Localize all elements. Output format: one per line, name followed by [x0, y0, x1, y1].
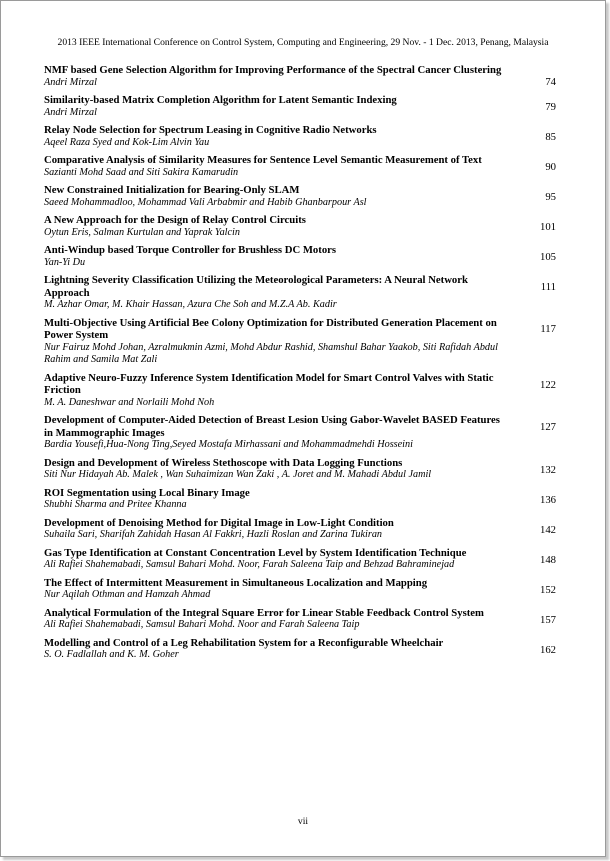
- paper-authors: Sazianti Mohd Saad and Siti Sakira Kamarudin: [44, 166, 239, 178]
- toc-entry: [44, 577, 564, 602]
- paper-title: Modelling and Control of a Leg Rehabilitation System for a Reconfigurable Wheelchair: [44, 636, 444, 649]
- toc-entry: [44, 487, 564, 512]
- page-number: 90: [545, 161, 556, 173]
- page-number: 117: [540, 322, 556, 335]
- toc-entry: [44, 607, 564, 632]
- paper-authors: Ali Rafiei Shahemabadi, Samsul Bahari Mohd. Noor, Farah Saleena Taip and Behzad Bahraminejad: [44, 559, 455, 570]
- paper-title: Gas Type Identification at Constant Concentration Level by System Identification Technique: [44, 546, 467, 559]
- paper-title: Lightning Severity Classification Utilizing the Meteorological Parameters: A Neural Network Approach: [44, 274, 468, 299]
- toc-entry: [44, 94, 564, 119]
- page-number: 85: [545, 131, 556, 143]
- toc-entry: [44, 637, 564, 662]
- paper-authors: Saeed Mohammadloo, Mohammad Vali Arbabmir and Habib Ghanbarpour Asl: [44, 196, 367, 208]
- paper-authors: Bardia Yousefi,Hua-Nong Ting,Seyed Mostafa Mirhassani and Mohammadmehdi Hosseini: [44, 439, 413, 450]
- paper-title: ROI Segmentation using Local Binary Image: [44, 486, 250, 499]
- toc-entry: [44, 547, 564, 572]
- toc-entry: [44, 372, 564, 410]
- page-number: 105: [539, 251, 556, 263]
- toc-entry: [44, 124, 564, 149]
- running-header: 2013 IEEE International Conference on Control System, Computing and Engineering, 29 Nov. - 1 Dec. 2013, Penang, Malaysia: [57, 37, 549, 48]
- paper-authors: Aqeel Raza Syed and Kok-Lim Alvin Yau: [44, 136, 210, 148]
- paper-authors: Yan-Yi Du: [44, 256, 86, 268]
- paper-authors: Nur Aqilah Othman and Hamzah Ahmad: [44, 589, 211, 600]
- paper-authors: M. A. Daneshwar and Norlaili Mohd Noh: [44, 396, 215, 408]
- toc-entry: [44, 457, 564, 482]
- page-number: 136: [539, 493, 556, 506]
- paper-title: Design and Development of Wireless Stethoscope with Data Logging Functions: [44, 456, 403, 469]
- toc-entry: [44, 244, 564, 269]
- paper-title: Development of Computer-Aided Detection of Breast Lesion Using Gabor-Wavelet BASED Features in Mammographic Images: [44, 414, 500, 439]
- toc-entry: [44, 214, 564, 239]
- toc-entry: [44, 64, 564, 89]
- paper-title: NMF based Gene Selection Algorithm for Improving Performance of the Spectral Cancer Clustering: [44, 64, 502, 76]
- toc-entry: [44, 317, 564, 367]
- paper-title: New Constrained Initialization for Bearing-Only SLAM: [44, 184, 300, 196]
- toc-entry: [44, 274, 564, 312]
- toc-entry: [44, 414, 564, 452]
- toc-entry: [44, 517, 564, 542]
- page-number: 157: [539, 613, 556, 626]
- paper-authors: Shubhi Sharma and Pritee Khanna: [44, 499, 187, 510]
- page-number: 95: [545, 191, 556, 203]
- paper-title: Comparative Analysis of Similarity Measures for Sentence Level Semantic Measurement of Text: [44, 154, 482, 166]
- paper-authors: M. Azhar Omar, M. Khair Hassan, Azura Che Soh and M.Z.A Ab. Kadir: [44, 299, 337, 310]
- toc-list: [44, 64, 564, 667]
- page-number: 122: [539, 378, 556, 391]
- toc-entry: [44, 154, 564, 179]
- paper-title: Relay Node Selection for Spectrum Leasing in Cognitive Radio Networks: [44, 124, 377, 136]
- paper-authors: Siti Nur Hidayah Ab. Malek , Wan Suhaimizan Wan Zaki , A. Joret and M. Mahadi Abdul Jamil: [44, 469, 432, 480]
- page-number: 101: [539, 221, 556, 233]
- page-number: 148: [539, 553, 556, 566]
- paper-title: Development of Denoising Method for Digital Image in Low-Light Condition: [44, 516, 394, 529]
- paper-title: Similarity-based Matrix Completion Algorithm for Latent Semantic Indexing: [44, 94, 397, 106]
- page-number: 132: [539, 463, 556, 476]
- toc-entry: [44, 184, 564, 209]
- paper-authors: Oytun Eris, Salman Kurtulan and Yaprak Yalcin: [44, 226, 240, 238]
- paper-title: Anti-Windup based Torque Controller for Brushless DC Motors: [44, 244, 337, 256]
- paper-authors: Ali Rafiei Shahemabadi, Samsul Bahari Mohd. Noor and Farah Saleena Taip: [44, 619, 360, 630]
- paper-authors: S. O. Fadlallah and K. M. Goher: [44, 649, 179, 660]
- paper-title: Analytical Formulation of the Integral Square Error for Linear Stable Feedback Control System: [44, 606, 484, 619]
- paper-authors: Andri Mirzal: [44, 106, 97, 118]
- paper-title: Adaptive Neuro-Fuzzy Inference System Identification Model for Smart Control Valves with Static Friction: [44, 371, 494, 396]
- paper-title: A New Approach for the Design of Relay Control Circuits: [44, 214, 306, 226]
- page-footer-number: vii: [297, 816, 309, 827]
- paper-authors: Andri Mirzal: [44, 76, 97, 88]
- page-number: 152: [539, 583, 556, 596]
- page-number: 142: [539, 523, 556, 536]
- page-number: 74: [545, 76, 556, 88]
- paper-title: The Effect of Intermittent Measurement in Simultaneous Localization and Mapping: [44, 576, 428, 589]
- paper-title: Multi-Objective Using Artificial Bee Colony Optimization for Distributed Generation Placement on Power System: [44, 316, 497, 341]
- page-number: 111: [540, 281, 556, 293]
- paper-authors: Nur Fairuz Mohd Johan, Azralmukmin Azmi, Mohd Abdur Rashid, Shamshul Bahar Yaakob, Siti Rafidah Abdul Rahim and Samila Mat Zali: [44, 341, 498, 365]
- page-number: 79: [545, 101, 556, 113]
- page-number: 162: [539, 643, 556, 656]
- paper-authors: Suhaila Sari, Sharifah Zahidah Hasan Al Fakkri, Hazli Roslan and Zarina Tukiran: [44, 529, 383, 540]
- page-number: 127: [539, 421, 556, 433]
